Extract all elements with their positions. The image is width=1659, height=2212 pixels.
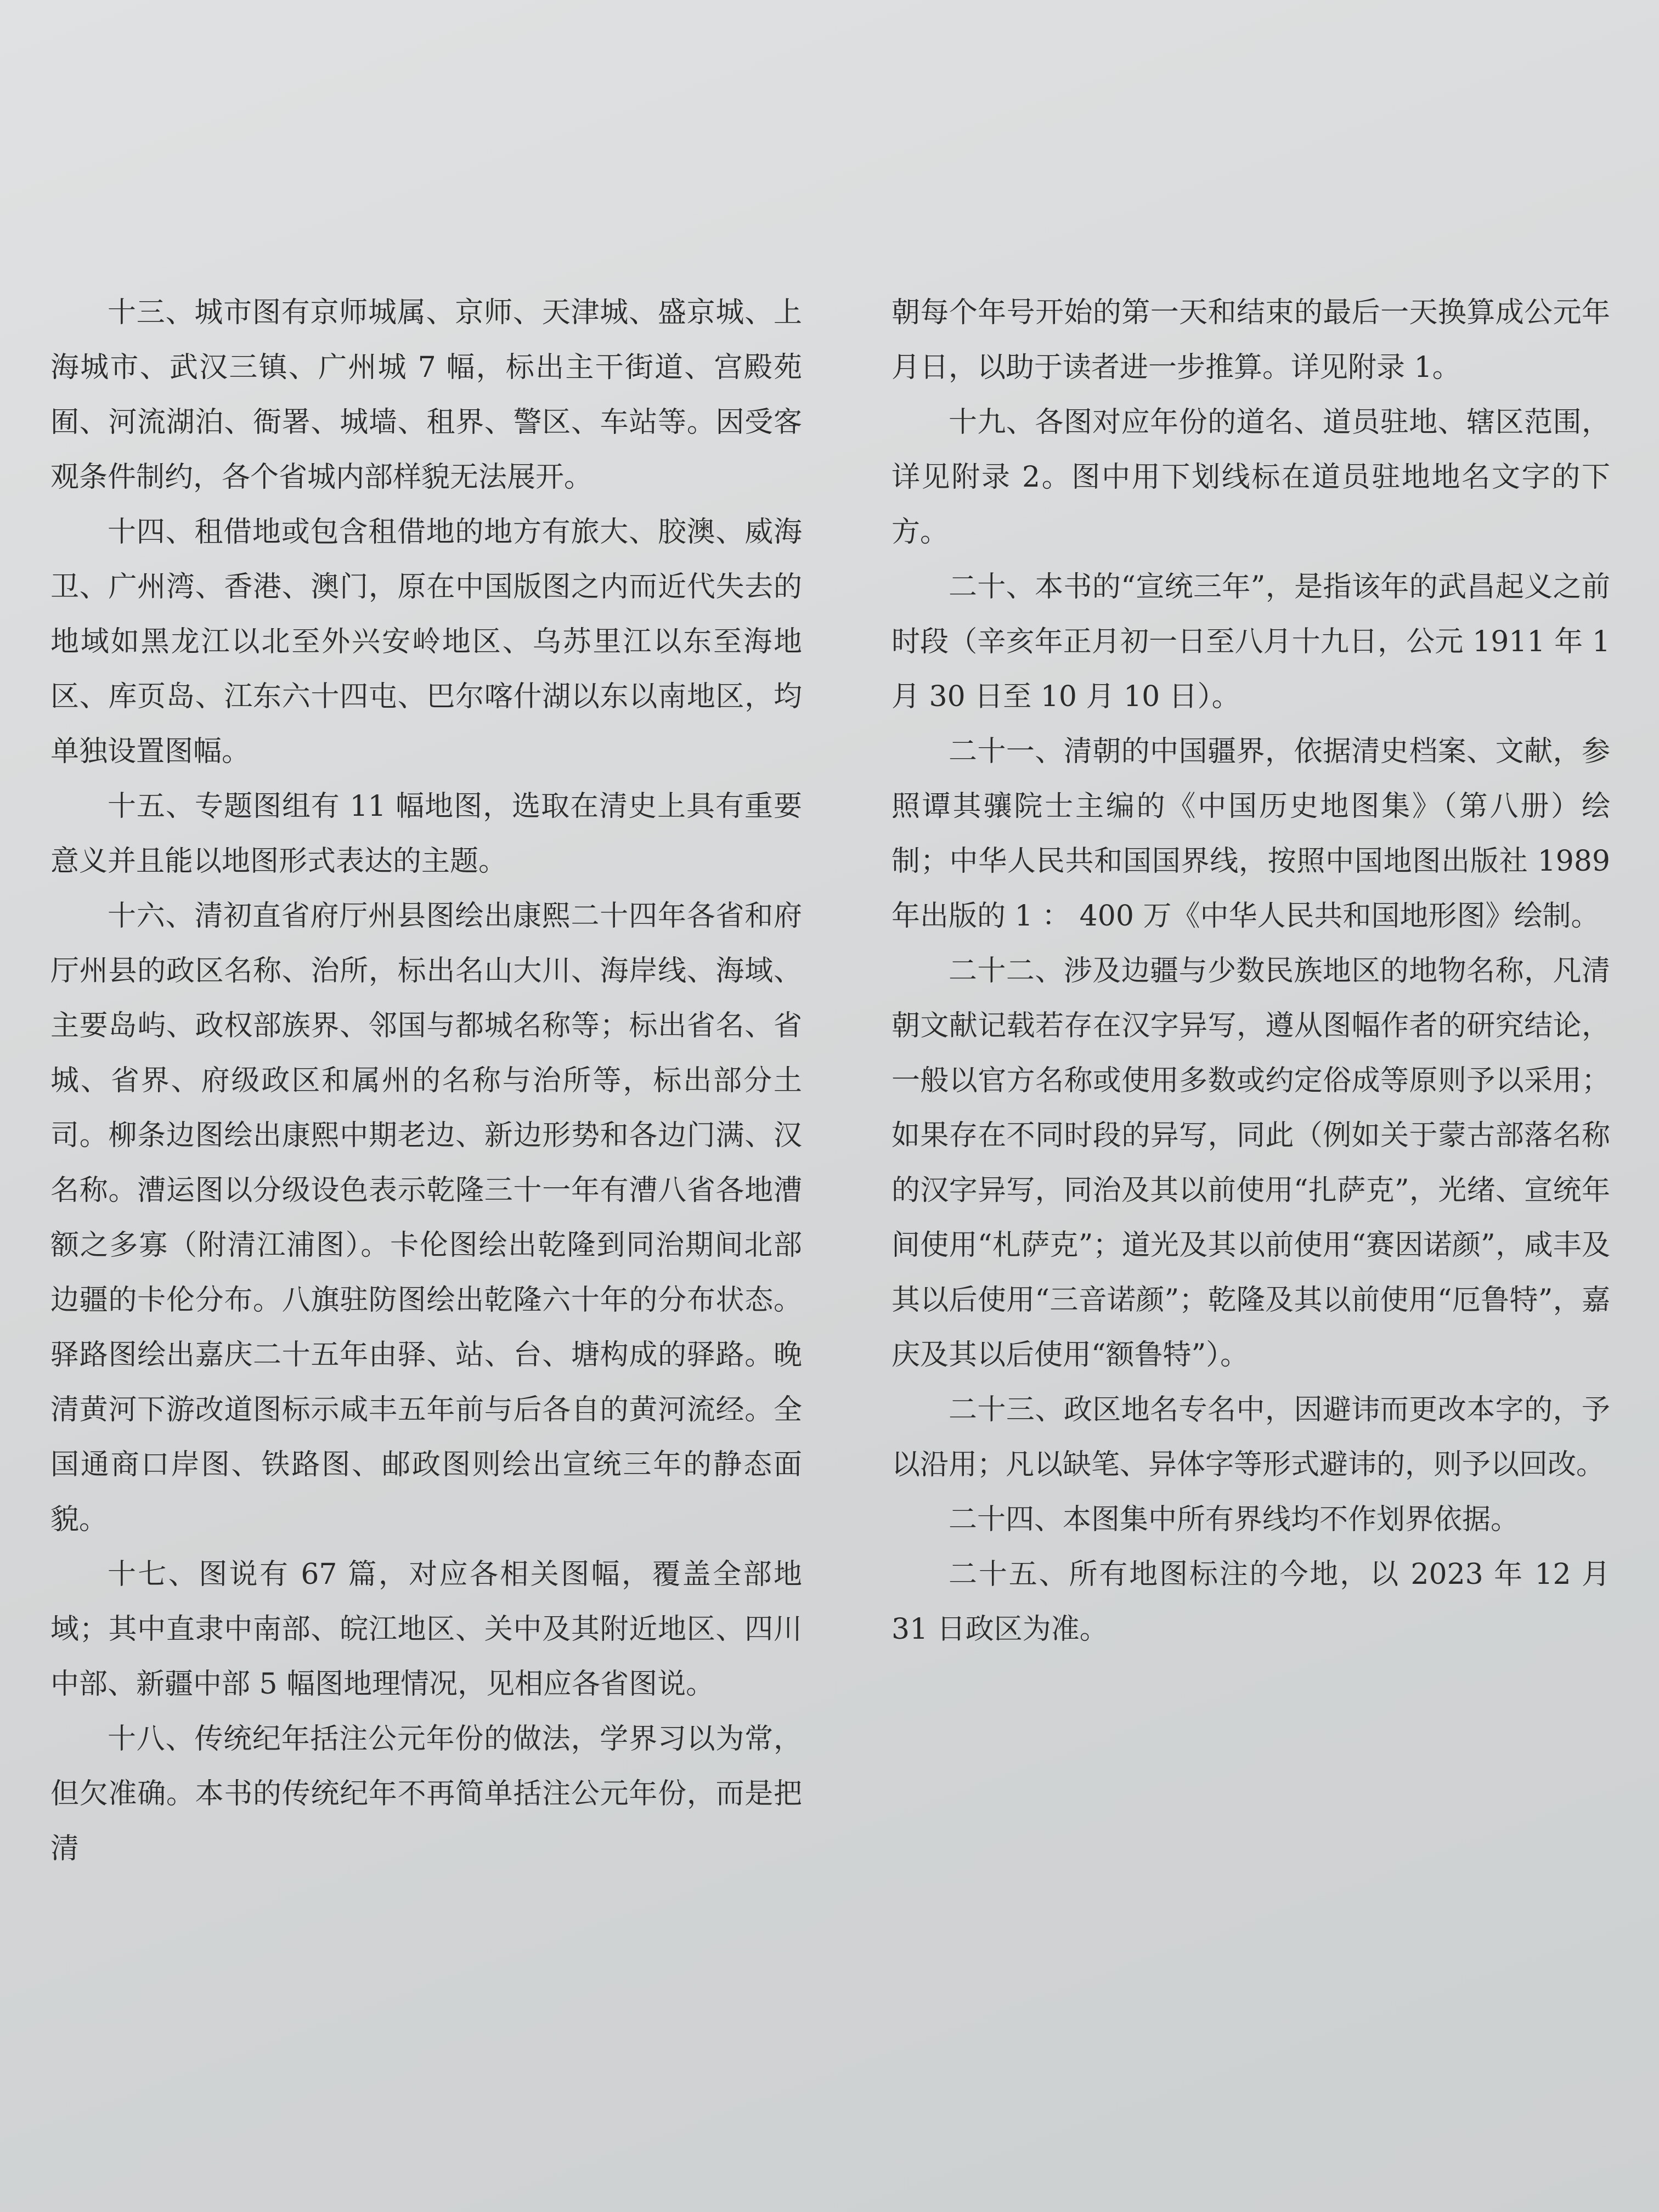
paragraph-18: 十八、传统纪年括注公元年份的做法，学界习以为常，但欠准确。本书的传统纪年不再简单括注公元年份，而是把清 <box>50 1723 802 1865</box>
paragraph-18-continued: 朝每个年号开始的第一天和结束的最后一天换算成公元年月日，以助于读者进一步推算。详见附录 1。 <box>891 296 1610 384</box>
paragraph-15: 十五、专题图组有 11 幅地图，选取在清史上具有重要意义并且能以地图形式表达的主题。 <box>50 790 802 878</box>
paragraph-25: 二十五、所有地图标注的今地，以 2023 年 12 月 31 日政区为准。 <box>891 1558 1610 1646</box>
paragraph-13: 十三、城市图有京师城属、京师、天津城、盛京城、上海城市、武汉三镇、广州城 7 幅，标出主干街道、宫殿苑囿、河流湖泊、衙署、城墙、租界、警区、车站等。因受客观条件制约，各个省城内部样貌无法展开。 <box>50 296 802 494</box>
paragraph-24: 二十四、本图集中所有界线均不作划界依据。 <box>949 1503 1520 1536</box>
paragraph-20: 二十、本书的“宣统三年”，是指该年的武昌起义之前时段（辛亥年正月初一日至八月十九日，公元 1911 年 1 月 30 日至 10 月 10 日）。 <box>891 571 1610 713</box>
paragraph-19: 十九、各图对应年份的道名、道员驻地、辖区范围，详见附录 2。图中用下划线标在道员驻地地名文字的下方。 <box>891 406 1610 549</box>
paragraph-21: 二十一、清朝的中国疆界，依据清史档案、文献，参照谭其骧院士主编的《中国历史地图集》（第八册）绘制；中华人民共和国国界线，按照中国地图出版社 1989 年出版的 1 ： 400 万《中华人民共和国地形图》绘制。 <box>891 735 1610 933</box>
paragraph-14: 十四、租借地或包含租借地的地方有旅大、胶澳、威海卫、广州湾、香港、澳门，原在中国版图之内而近代失去的地域如黑龙江以北至外兴安岭地区、乌苏里江以东至海地区、库页岛、江东六十四屯、巴尔喀什湖以东以南地区，均单独设置图幅。 <box>50 516 802 768</box>
paragraph-17: 十七、图说有 67 篇，对应各相关图幅，覆盖全部地域；其中直隶中南部、皖江地区、关中及其附近地区、四川中部、新疆中部 5 幅图地理情况，见相应各省图说。 <box>50 1558 802 1701</box>
left-column <box>50 285 802 1876</box>
paragraph-22: 二十二、涉及边疆与少数民族地区的地物名称，凡清朝文献记载若存在汉字异写，遵从图幅作者的研究结论，一般以官方名称或使用多数或约定俗成等原则予以采用；如果存在不同时段的异写，同此（例如关于蒙古部落名称的汉字异写，同治及其以前使用“扎萨克”，光绪、宣统年间使用“札萨克”；道光及其以前使用“赛因诺颜”，咸丰及其以后使用“三音诺颜”；乾隆及其以前使用“厄鲁特”，嘉庆及其以后使用“额鲁特”）。 <box>891 955 1610 1372</box>
paragraph-16: 十六、清初直省府厅州县图绘出康熙二十四年各省和府厅州县的政区名称、治所，标出名山大川、海岸线、海域、主要岛屿、政权部族界、邻国与都城名称等；标出省名、省城、省界、府级政区和属州的名称与治所等，标出部分土司。柳条边图绘出康熙中期老边、新边形势和各边门满、汉名称。漕运图以分级设色表示乾隆三十一年有漕八省各地漕额之多寡（附清江浦图）。卡伦图绘出乾隆到同治期间北部边疆的卡伦分布。八旗驻防图绘出乾隆六十年的分布状态。驿路图绘出嘉庆二十五年由驿、站、台、塘构成的驿路。晚清黄河下游改道图标示咸丰五年前与后各自的黄河流经。全国通商口岸图、铁路图、邮政图则绘出宣统三年的静态面貌。 <box>50 900 802 1536</box>
right-column <box>891 285 1610 1657</box>
paragraph-23: 二十三、政区地名专名中，因避讳而更改本字的，予以沿用；凡以缺笔、异体字等形式避讳的，则予以回改。 <box>891 1393 1610 1481</box>
